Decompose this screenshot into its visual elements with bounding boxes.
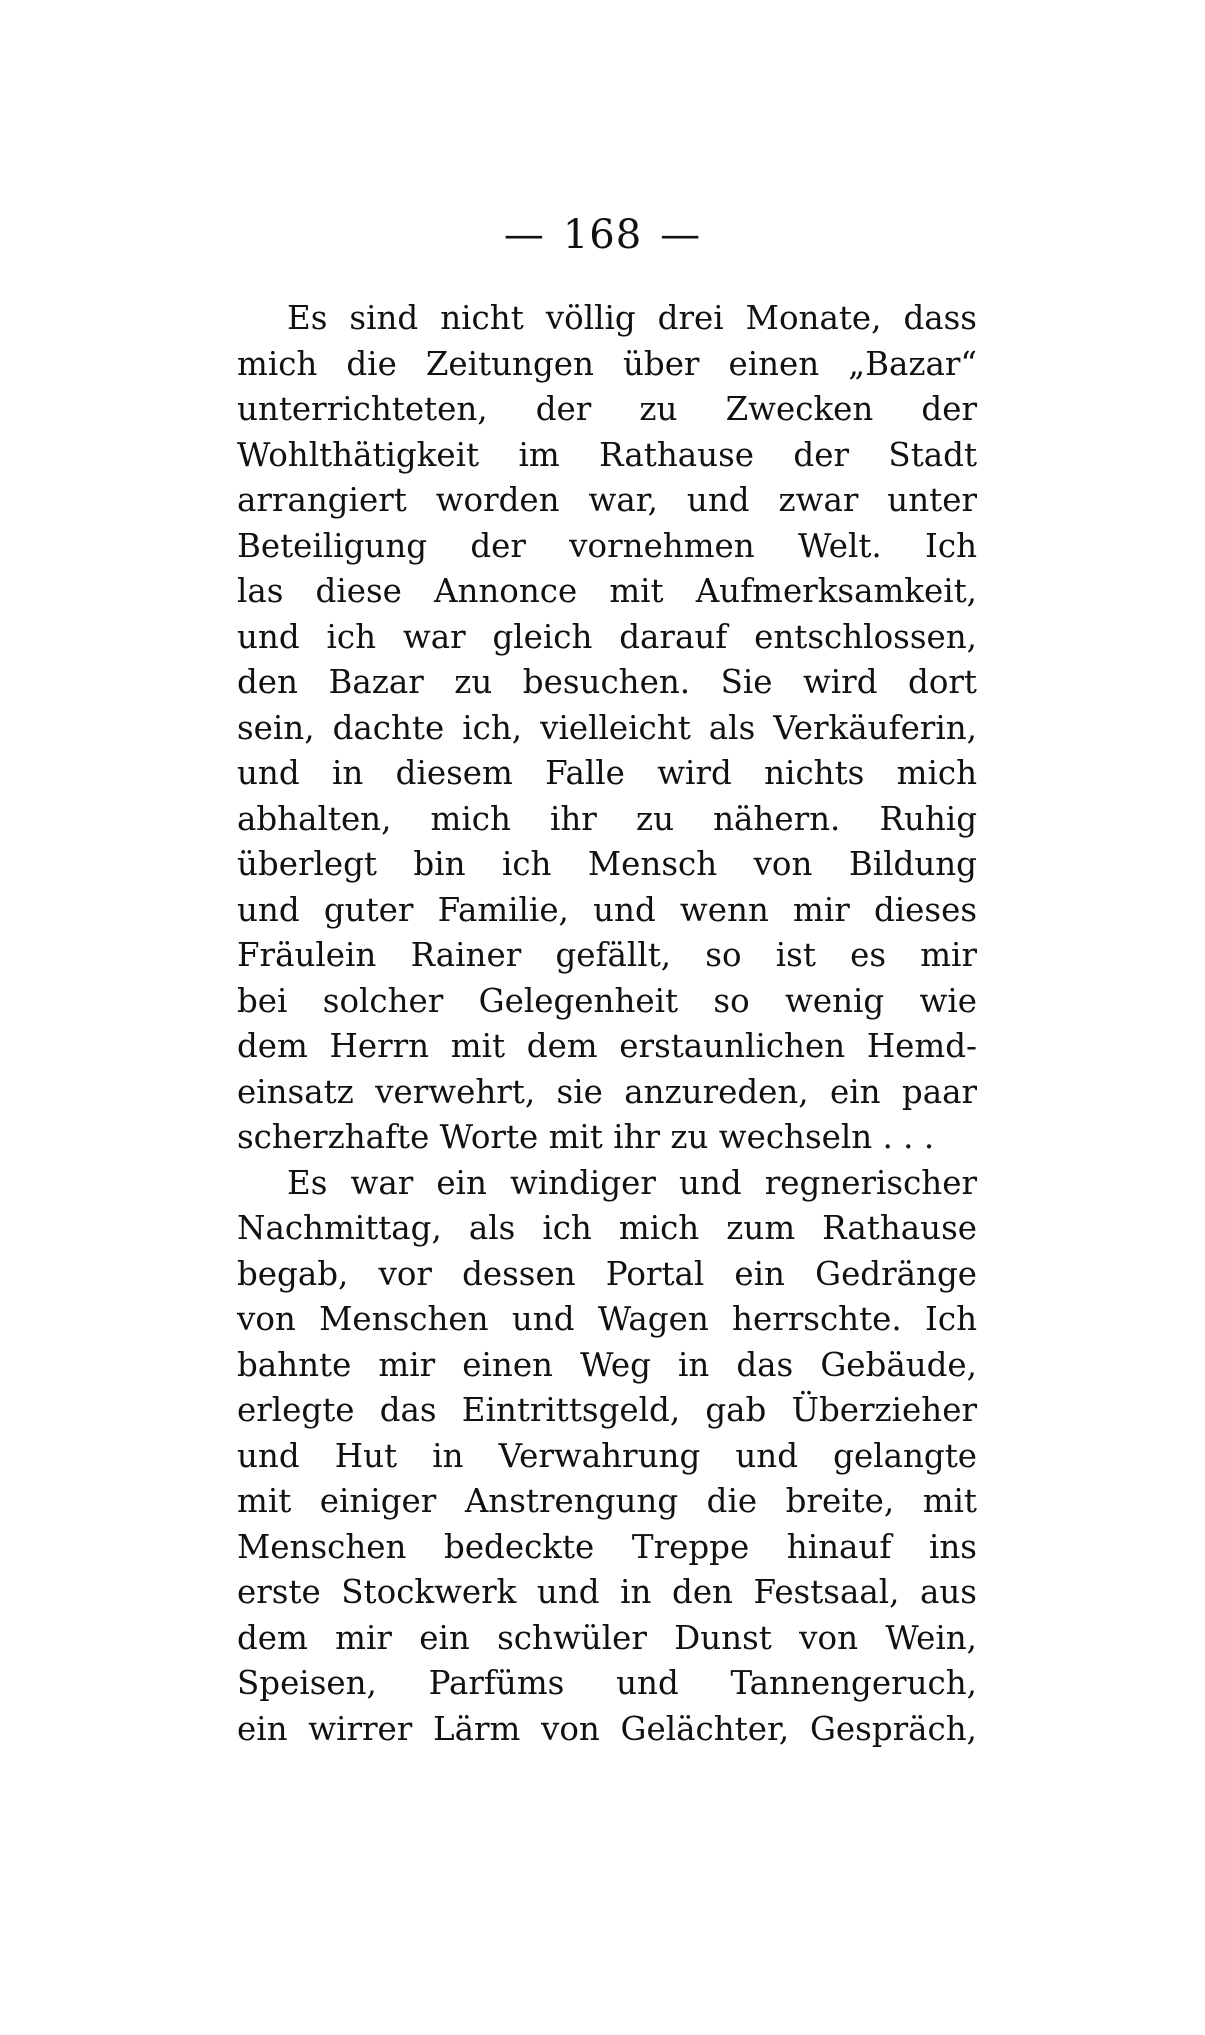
text-line: einsatz verwehrt, sie anzureden, ein paar	[237, 1072, 977, 1111]
text-line: und in diesem Falle wird nichts mich	[237, 754, 977, 792]
text-line: las diese Annonce mit Aufmerksamkeit,	[237, 572, 977, 610]
text-line: und guter Familie, und wenn mir dieses	[237, 890, 977, 929]
text-line: und ich war gleich darauf entschlossen,	[237, 617, 977, 656]
text-line: sein, dachte ich, vielleicht als Verkäuferin,	[237, 708, 977, 747]
text-line: ein wirrer Lärm von Gelächter, Gespräch,	[237, 1709, 977, 1748]
text-line: Es sind nicht völlig drei Monate, dass	[287, 299, 977, 337]
text-line: mich die Zeitungen über einen „Bazar“	[237, 344, 977, 383]
text-line: erlegte das Eintrittsgeld, gab Überzieher	[237, 1391, 977, 1429]
text-line: Beteiligung der vornehmen Welt. Ich	[237, 526, 977, 565]
text-line: mit einiger Anstrengung die breite, mit	[237, 1482, 977, 1520]
text-line: scherzhafte Worte mit ihr zu wechseln . . .	[237, 1118, 935, 1156]
text-line: bei solcher Gelegenheit so wenig wie	[237, 981, 977, 1020]
text-line: erste Stockwerk und in den Festsaal, aus	[237, 1573, 977, 1611]
text-line: begab, vor dessen Portal ein Gedränge	[237, 1254, 977, 1293]
text-line: Fräulein Rainer gefällt, so ist es mir	[237, 936, 977, 974]
page-number: 168	[562, 212, 643, 258]
text-line: den Bazar zu besuchen. Sie wird dort	[237, 663, 977, 701]
page-header	[0, 212, 1205, 258]
text-line: überlegt bin ich Mensch von Bildung	[237, 845, 977, 883]
text-line: dem mir ein schwüler Dunst von Wein,	[237, 1618, 977, 1657]
text-line: von Menschen und Wagen herrschte. Ich	[237, 1300, 977, 1338]
text-line: Wohlthätigkeit im Rathause der Stadt	[237, 435, 977, 474]
text-line: Es war ein windiger und regnerischer	[287, 1163, 977, 1202]
text-line: Speisen, Parfüms und Tannengeruch,	[237, 1664, 977, 1702]
text-line: dem Herrn mit dem erstaunlichen Hemd-	[237, 1027, 977, 1065]
text-line: abhalten, mich ihr zu nähern. Ruhig	[237, 799, 977, 838]
header-dash-right: —	[660, 212, 702, 258]
header-dash-left: —	[503, 212, 545, 258]
body-text	[237, 296, 977, 1752]
text-line: Nachmittag, als ich mich zum Rathause	[237, 1209, 977, 1247]
text-line: Menschen bedeckte Treppe hinauf ins	[237, 1527, 977, 1566]
text-line: bahnte mir einen Weg in das Gebäude,	[237, 1345, 977, 1384]
text-line: unterrichteten, der zu Zwecken der	[237, 390, 977, 428]
text-line: arrangiert worden war, und zwar unter	[237, 481, 977, 519]
text-line: und Hut in Verwahrung und gelangte	[237, 1436, 977, 1475]
